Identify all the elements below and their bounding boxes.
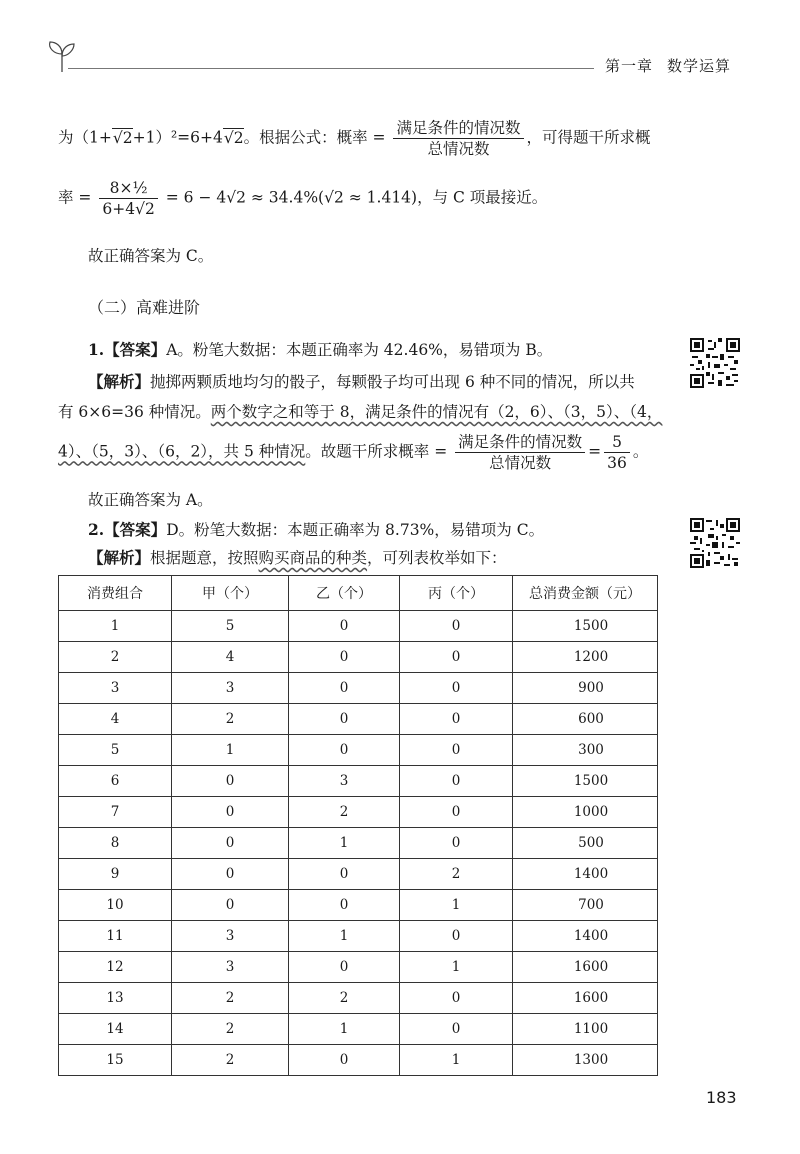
- q2-answer-label: 2.【答案】: [88, 520, 167, 539]
- table-cell: 2: [289, 797, 400, 828]
- table-row: [59, 704, 658, 735]
- q1-answer-text: A。粉笔大数据：本题正确率为 42.46%，易错项为 B。: [166, 341, 553, 359]
- table-cell: 1100: [513, 1014, 658, 1045]
- table-cell: 0: [172, 859, 289, 890]
- table-cell: 0: [400, 611, 513, 642]
- table-cell: 3: [172, 921, 289, 952]
- q1-result-denominator: 36: [607, 454, 627, 472]
- q2-analysis-label: 【解析】: [88, 548, 151, 567]
- page-number: 183: [706, 1088, 737, 1107]
- q1-end: 。: [632, 442, 649, 461]
- table-row: [59, 642, 658, 673]
- table-cell: 1600: [513, 952, 658, 983]
- table-cell: 0: [400, 766, 513, 797]
- chapter-header: [605, 55, 745, 76]
- table-cell: 0: [289, 952, 400, 983]
- table-cell: 700: [513, 890, 658, 921]
- q2-analysis: [88, 546, 507, 570]
- table-cell: 7: [59, 797, 172, 828]
- table-cell: 2: [59, 642, 172, 673]
- table-header-cell: 丙（个）: [400, 576, 513, 611]
- table-cell: 2: [172, 983, 289, 1014]
- table-cell: 0: [172, 797, 289, 828]
- table-cell: 0: [172, 766, 289, 797]
- table-cell: 1: [400, 1045, 513, 1076]
- qr-code-icon: [690, 338, 740, 388]
- table-cell: 1400: [513, 859, 658, 890]
- table-cell: 0: [289, 611, 400, 642]
- q1-analysis-label: 【解析】: [88, 372, 151, 391]
- table-cell: 1: [289, 921, 400, 952]
- table-cell: 1200: [513, 642, 658, 673]
- table-cell: 1500: [513, 766, 658, 797]
- table-cell: 0: [400, 983, 513, 1014]
- table-row: [59, 983, 658, 1014]
- table-cell: 3: [289, 766, 400, 797]
- q1-analysis-l2b: 两个数字之和等于 8，满足条件的情况有（2，6）、（3，5）、（4，: [210, 403, 663, 421]
- table-cell: 1: [59, 611, 172, 642]
- para2-fraction: [99, 178, 157, 219]
- q1-answer-label: 1.【答案】: [88, 340, 167, 359]
- table-cell: 1300: [513, 1045, 658, 1076]
- table-cell: 0: [400, 921, 513, 952]
- section-title: （二）高难进阶: [88, 298, 201, 317]
- table-cell: 0: [289, 642, 400, 673]
- q2-analysis-b: 购买商品的种类: [258, 549, 368, 567]
- table-cell: 0: [289, 673, 400, 704]
- table-cell: 0: [289, 735, 400, 766]
- table-row: [59, 952, 658, 983]
- table-cell: 0: [172, 890, 289, 921]
- table-cell: 6: [59, 766, 172, 797]
- q1-analysis-l2a: 有 6×6=36 种情况。: [58, 403, 211, 421]
- para1: [58, 118, 651, 159]
- table-cell: 0: [400, 735, 513, 766]
- table-row: [59, 890, 658, 921]
- table-cell: 0: [289, 1045, 400, 1076]
- table-cell: 3: [172, 673, 289, 704]
- table-cell: 1500: [513, 611, 658, 642]
- chapter-title: 数学运算: [667, 57, 732, 75]
- table-cell: 0: [289, 704, 400, 735]
- para2-fraction-denominator: 6+4√2: [102, 200, 155, 218]
- table-header-row: [59, 576, 658, 611]
- table-cell: 1: [400, 890, 513, 921]
- table-cell: 0: [400, 828, 513, 859]
- table-cell: 2: [400, 859, 513, 890]
- para1-pre: 为（1+: [58, 128, 112, 147]
- table-header-cell: 总消费金额（元）: [513, 576, 658, 611]
- table-cell: 1600: [513, 983, 658, 1014]
- table-cell: 500: [513, 828, 658, 859]
- q1-analysis-l3b: 。故题干所求概率 =: [305, 442, 448, 461]
- q1-fraction-numerator: 满足条件的情况数: [455, 432, 585, 453]
- q1-fraction-denominator: 总情况数: [489, 454, 552, 472]
- table-cell: 2: [289, 983, 400, 1014]
- table-cell: 1: [289, 828, 400, 859]
- table-row: [59, 828, 658, 859]
- para2-pre: 率 =: [58, 188, 92, 207]
- table-row: [59, 1045, 658, 1076]
- q2-analysis-a: 根据题意，按照: [150, 549, 259, 567]
- table-cell: 600: [513, 704, 658, 735]
- conclusion-1: 故正确答案为 C。: [88, 247, 214, 265]
- table-row: [59, 611, 658, 642]
- para2-fraction-numerator: 8×½: [99, 178, 157, 199]
- table-body: [59, 611, 658, 1076]
- table-cell: 8: [59, 828, 172, 859]
- fraction-denominator: 总情况数: [427, 140, 490, 158]
- table-cell: 14: [59, 1014, 172, 1045]
- table-cell: 1400: [513, 921, 658, 952]
- table-row: [59, 735, 658, 766]
- table-cell: 0: [400, 673, 513, 704]
- table-row: [59, 1014, 658, 1045]
- q2-analysis-c: ，可列表枚举如下：: [367, 549, 507, 567]
- table-row: [59, 921, 658, 952]
- table-cell: 4: [59, 704, 172, 735]
- qr-code-icon: [690, 518, 740, 568]
- para1-mid: +1）²=6+4: [132, 128, 223, 147]
- fraction-numerator: 满足条件的情况数: [393, 118, 523, 139]
- table-cell: 300: [513, 735, 658, 766]
- q1-analysis-l1: 抛掷两颗质地均匀的骰子，每颗骰子均可出现 6 种不同的情况，所以共: [150, 373, 635, 391]
- q1-result-fraction: [604, 432, 630, 473]
- table-cell: 13: [59, 983, 172, 1014]
- q1-probability-fraction: [455, 432, 585, 473]
- table-cell: 0: [400, 1014, 513, 1045]
- table-cell: 15: [59, 1045, 172, 1076]
- table-cell: 1000: [513, 797, 658, 828]
- table-cell: 0: [400, 642, 513, 673]
- table-cell: 1: [289, 1014, 400, 1045]
- table-cell: 0: [400, 704, 513, 735]
- para2-rest: = 6 − 4√2 ≈ 34.4%(√2 ≈ 1.414)，与 C 项最接近。: [165, 188, 548, 207]
- table-cell: 0: [400, 797, 513, 828]
- table-row: [59, 797, 658, 828]
- table-row: [59, 766, 658, 797]
- table-cell: 2: [172, 1045, 289, 1076]
- q2-answer-text: D。粉笔大数据：本题正确率为 8.73%，易错项为 C。: [166, 521, 545, 539]
- table-cell: 5: [172, 611, 289, 642]
- conclusion-2: 故正确答案为 A。: [88, 491, 213, 509]
- para2: [58, 178, 547, 219]
- table-cell: 2: [172, 1014, 289, 1045]
- probability-fraction: [393, 118, 523, 159]
- table-header-cell: 乙（个）: [289, 576, 400, 611]
- para1-after: 。根据公式：概率 =: [243, 128, 386, 147]
- q1-result-numerator: 5: [604, 432, 630, 453]
- table-cell: 5: [59, 735, 172, 766]
- q1-analysis-l3a: 4）、（5，3）、（6，2），共 5 种情况: [58, 442, 306, 461]
- table-header-cell: 甲（个）: [172, 576, 289, 611]
- enumeration-table: [58, 575, 658, 1076]
- table-cell: 3: [172, 952, 289, 983]
- header-rule: [68, 68, 594, 69]
- table-cell: 900: [513, 673, 658, 704]
- q2-answer: [88, 518, 544, 542]
- table-header-cell: 消费组合: [59, 576, 172, 611]
- table-cell: 12: [59, 952, 172, 983]
- para1-tail: ，可得题干所求概: [526, 128, 651, 147]
- table-cell: 1: [400, 952, 513, 983]
- table-cell: 1: [172, 735, 289, 766]
- chapter-number: 第一章: [605, 57, 654, 75]
- q1-answer: [88, 338, 552, 362]
- table-cell: 0: [289, 890, 400, 921]
- table-cell: 9: [59, 859, 172, 890]
- table-row: [59, 859, 658, 890]
- table-cell: 0: [172, 828, 289, 859]
- table-cell: 3: [59, 673, 172, 704]
- table-row: [59, 673, 658, 704]
- q1-equals: =: [588, 442, 602, 461]
- table-cell: 4: [172, 642, 289, 673]
- table-cell: 0: [289, 859, 400, 890]
- table-cell: 2: [172, 704, 289, 735]
- para1-sqrt: √2: [112, 128, 133, 147]
- table-cell: 10: [59, 890, 172, 921]
- q1-analysis-line1: [88, 370, 635, 394]
- q1-analysis-line3: [58, 432, 648, 473]
- para1-sqrt2: √2: [223, 128, 244, 147]
- q1-analysis-line2: [58, 400, 662, 424]
- table-cell: 11: [59, 921, 172, 952]
